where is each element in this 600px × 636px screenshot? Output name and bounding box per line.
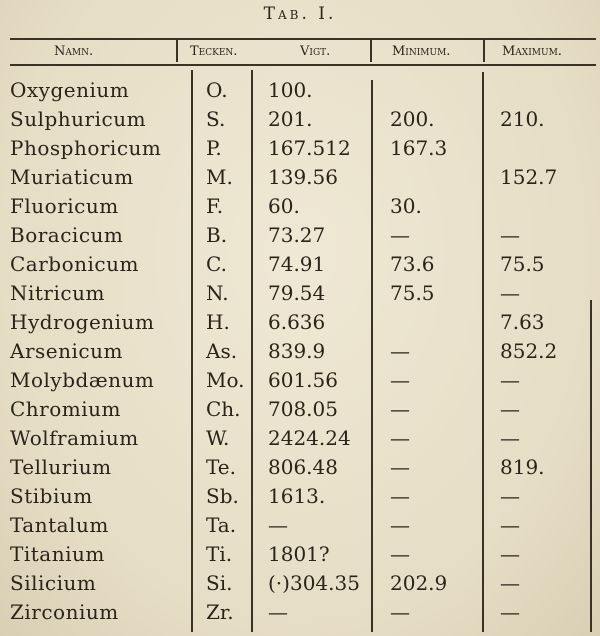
element-sign: W. xyxy=(206,426,230,450)
element-name: Chromium xyxy=(10,397,121,421)
table-row xyxy=(0,482,600,511)
table-row xyxy=(0,308,600,337)
element-name: Silicium xyxy=(10,571,97,595)
header-weight: Vigt. xyxy=(300,44,331,59)
table-row xyxy=(0,221,600,250)
element-name: Boracicum xyxy=(10,223,124,247)
column-rule xyxy=(483,38,485,62)
element-name: Nitricum xyxy=(10,281,105,305)
element-weight: 708.05 xyxy=(268,397,338,421)
element-sign: O. xyxy=(206,78,228,102)
element-sign: M. xyxy=(206,165,233,189)
element-maximum: 852.2 xyxy=(500,339,558,363)
element-minimum: — xyxy=(390,397,410,421)
element-sign: As. xyxy=(206,339,238,363)
element-maximum: — xyxy=(500,368,520,392)
element-minimum: — xyxy=(390,484,410,508)
element-name: Fluoricum xyxy=(10,194,119,218)
element-name: Molybdænum xyxy=(10,368,155,392)
element-minimum: — xyxy=(390,600,410,624)
element-minimum: 30. xyxy=(390,194,422,218)
element-sign: H. xyxy=(206,310,230,334)
element-weight: 1801? xyxy=(268,542,330,566)
element-weight: 167.512 xyxy=(268,136,351,160)
table-row xyxy=(0,540,600,569)
element-weight: 806.48 xyxy=(268,455,338,479)
table-header xyxy=(10,38,596,66)
element-maximum: — xyxy=(500,426,520,450)
element-maximum: — xyxy=(500,484,520,508)
element-minimum: — xyxy=(390,368,410,392)
element-weight: (·)304.35 xyxy=(268,571,360,595)
element-minimum: — xyxy=(390,223,410,247)
element-minimum: 167.3 xyxy=(390,136,448,160)
element-sign: Zr. xyxy=(206,600,234,624)
element-weight: 201. xyxy=(268,107,313,131)
element-minimum: 75.5 xyxy=(390,281,435,305)
table-row xyxy=(0,105,600,134)
table-row xyxy=(0,424,600,453)
table-row xyxy=(0,192,600,221)
element-maximum: 210. xyxy=(500,107,545,131)
element-minimum: — xyxy=(390,542,410,566)
element-maximum: 75.5 xyxy=(500,252,545,276)
table-row xyxy=(0,163,600,192)
element-weight: 2424.24 xyxy=(268,426,351,450)
table-row xyxy=(0,569,600,598)
element-name: Tellurium xyxy=(10,455,112,479)
element-sign: S. xyxy=(206,107,226,131)
element-weight: — xyxy=(268,600,288,624)
element-name: Wolframium xyxy=(10,426,139,450)
element-weight: 100. xyxy=(268,78,313,102)
table-title: Tab. I. xyxy=(263,4,337,24)
element-minimum: — xyxy=(390,426,410,450)
column-rule xyxy=(176,38,178,62)
table-row xyxy=(0,337,600,366)
table-row xyxy=(0,395,600,424)
header-sign: Tecken. xyxy=(190,44,238,59)
table-row xyxy=(0,511,600,540)
element-maximum: — xyxy=(500,542,520,566)
header-maximum: Maximum. xyxy=(502,44,562,59)
element-name: Oxygenium xyxy=(10,78,130,102)
element-maximum: — xyxy=(500,281,520,305)
element-weight: 839.9 xyxy=(268,339,326,363)
element-name: Arsenicum xyxy=(10,339,123,363)
element-minimum: — xyxy=(390,455,410,479)
element-name: Muriaticum xyxy=(10,165,134,189)
element-maximum: — xyxy=(500,223,520,247)
element-weight: 1613. xyxy=(268,484,326,508)
element-sign: Mo. xyxy=(206,368,245,392)
element-maximum: 819. xyxy=(500,455,545,479)
table-row xyxy=(0,453,600,482)
element-minimum: — xyxy=(390,513,410,537)
element-weight: 60. xyxy=(268,194,300,218)
table-row xyxy=(0,250,600,279)
element-minimum: — xyxy=(390,339,410,363)
element-sign: B. xyxy=(206,223,228,247)
element-name: Phosphoricum xyxy=(10,136,162,160)
header-minimum: Minimum. xyxy=(392,44,451,59)
element-sign: C. xyxy=(206,252,227,276)
table-row xyxy=(0,134,600,163)
element-sign: Ti. xyxy=(206,542,233,566)
element-maximum: 152.7 xyxy=(500,165,558,189)
element-sign: Ta. xyxy=(206,513,237,537)
column-rule xyxy=(370,38,372,62)
element-weight: 139.56 xyxy=(268,165,338,189)
element-name: Sulphuricum xyxy=(10,107,147,131)
element-name: Titanium xyxy=(10,542,105,566)
element-sign: Si. xyxy=(206,571,233,595)
element-sign: F. xyxy=(206,194,224,218)
element-maximum: — xyxy=(500,600,520,624)
element-minimum: 73.6 xyxy=(390,252,435,276)
element-name: Zirconium xyxy=(10,600,119,624)
element-minimum: 202.9 xyxy=(390,571,448,595)
element-name: Carbonicum xyxy=(10,252,139,276)
element-weight: 6.636 xyxy=(268,310,326,334)
element-sign: P. xyxy=(206,136,222,160)
element-sign: Ch. xyxy=(206,397,241,421)
table-row xyxy=(0,366,600,395)
element-weight: 601.56 xyxy=(268,368,338,392)
element-weight: 79.54 xyxy=(268,281,326,305)
header-name: Namn. xyxy=(54,44,94,59)
table-row xyxy=(0,598,600,627)
element-weight: — xyxy=(268,513,288,537)
element-name: Tantalum xyxy=(10,513,109,537)
element-name: Stibium xyxy=(10,484,93,508)
table-row xyxy=(0,279,600,308)
element-maximum: — xyxy=(500,571,520,595)
element-name: Hydrogenium xyxy=(10,310,155,334)
table-row xyxy=(0,76,600,105)
element-weight: 74.91 xyxy=(268,252,326,276)
element-sign: Te. xyxy=(206,455,236,479)
element-sign: N. xyxy=(206,281,229,305)
element-maximum: — xyxy=(500,397,520,421)
element-maximum: 7.63 xyxy=(500,310,545,334)
element-weight: 73.27 xyxy=(268,223,326,247)
element-sign: Sb. xyxy=(206,484,239,508)
element-minimum: 200. xyxy=(390,107,435,131)
element-maximum: — xyxy=(500,513,520,537)
